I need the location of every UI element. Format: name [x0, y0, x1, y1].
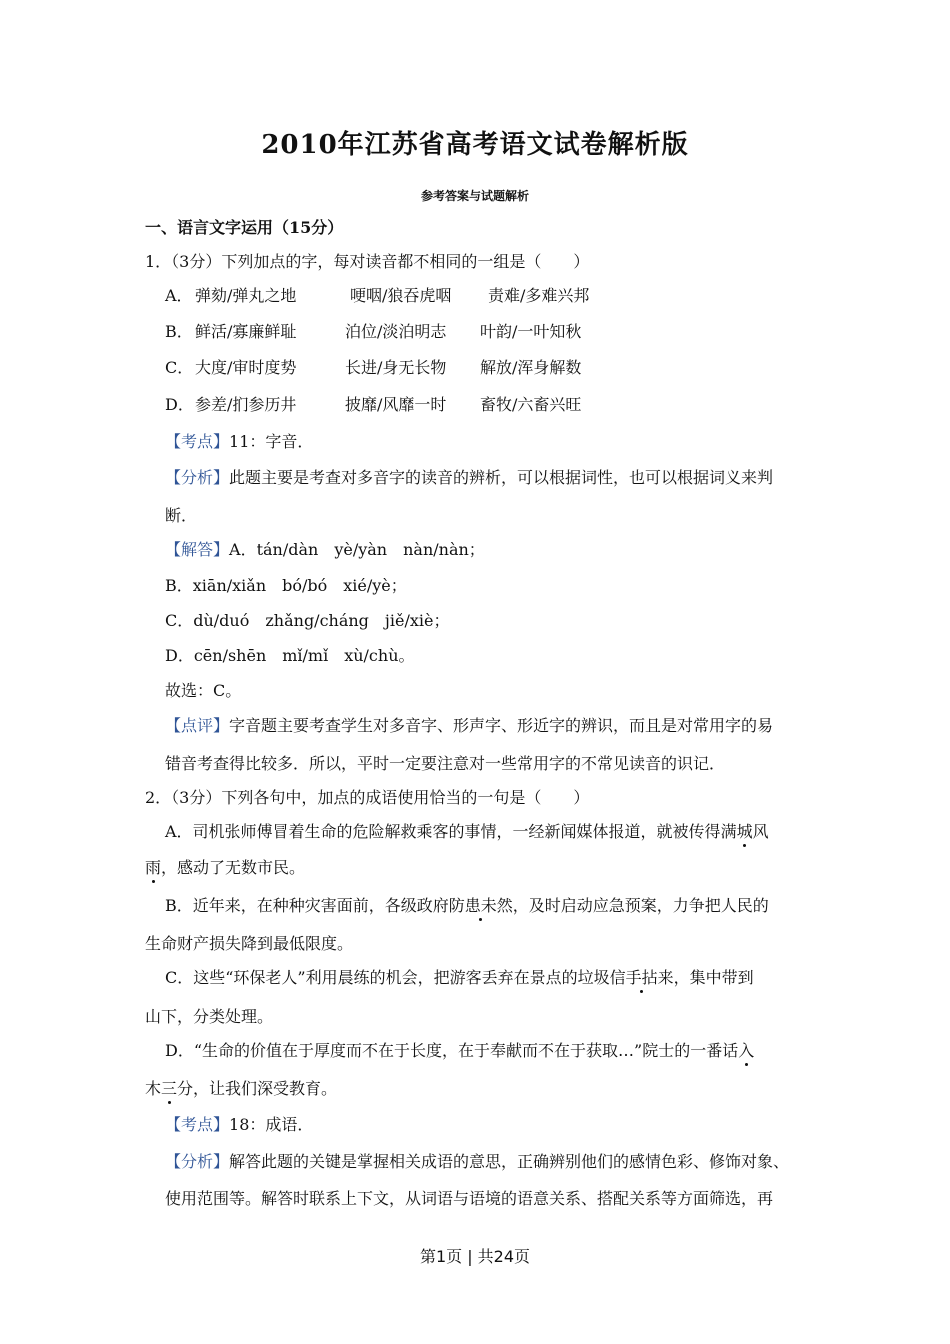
q2-option-d-cont	[145, 1079, 337, 1099]
q2-fenxi-cont: 使用范围等。解答时联系上下文，从词语与语境的语意关系、搭配关系等方面筛选，再	[165, 1189, 774, 1208]
option-text: D．“生命的价值在于厚度而不在于长度，在于奉献而不在于获取…”院士的一番话	[165, 1041, 739, 1060]
option-label: C．	[165, 358, 194, 377]
q2-option-b-cont: 生命财产损失降到最低限度。	[145, 934, 354, 953]
q2-option-d	[165, 1041, 754, 1061]
option-text: B．近年来，在种种灾害面前，各级政府	[165, 896, 449, 915]
q1-option-b	[165, 322, 805, 346]
dianping-tag: 【点评】	[165, 716, 230, 735]
option-col: 鲜活/寡廉鲜耻	[195, 322, 297, 341]
fenxi-tag: 【分析】	[165, 468, 230, 487]
option-text: ，集中带到	[673, 968, 754, 987]
q1-kaodian	[165, 432, 313, 452]
q2-option-a	[165, 822, 769, 842]
option-text: ，感动了无数市民。	[161, 858, 306, 877]
q1-option-d	[165, 395, 805, 419]
option-label: A．	[165, 286, 193, 305]
q2-fenxi	[165, 1152, 789, 1172]
document-title: 2010年江苏省高考语文试卷解析版	[261, 130, 689, 160]
option-col: 泊位/淡泊明志	[345, 322, 447, 341]
option-col: 长进/身无长物	[345, 358, 447, 377]
dianping-text: 字音题主要考查学生对多音字、形声字、形近字的辨识，而且是对常用字的易	[229, 716, 774, 735]
q1-option-c	[165, 358, 805, 382]
q1-answer: 故选：C。	[165, 681, 242, 700]
option-text: C．这些“环保老人”利用晨练的机会，把游客丢弃在景点的垃圾	[165, 968, 610, 987]
q2-option-a-cont	[145, 858, 305, 878]
kaodian-tag: 【考点】	[165, 432, 230, 451]
option-text: ，让我们深受教育。	[193, 1079, 338, 1098]
question-1-stem: 1．（3分）下列加点的字，每对读音都不相同的一组是（ ）	[145, 252, 590, 271]
q1-jieda-c: C．dù/duó zhǎng/cháng jiě/xiè；	[165, 611, 450, 630]
fenxi-text: 此题主要是考查对多音字的读音的辨析，可以根据词性，也可以根据词义来判	[229, 468, 774, 487]
q1-fenxi	[165, 468, 773, 488]
q2-option-c-cont: 山下，分类处理。	[145, 1007, 274, 1026]
option-col: 责难/多难兴邦	[488, 286, 590, 305]
kaodian-tag: 【考点】	[165, 1115, 230, 1134]
q1-jieda-d: D．cēn/shēn mǐ/mǐ xù/chù。	[165, 646, 415, 665]
dotted-idiom: 信手拈来	[609, 968, 674, 987]
q1-jieda-b: B．xiān/xiǎn bó/bó xié/yè；	[165, 576, 407, 595]
option-col: 畜牧/六畜兴旺	[480, 395, 582, 414]
q1-option-a	[165, 286, 805, 310]
dotted-idiom: 雨	[145, 858, 162, 877]
kaodian-text: 11：字音．	[229, 432, 314, 451]
q1-dianping	[165, 716, 773, 736]
option-col: 解放/浑身解数	[480, 358, 582, 377]
q2-option-b	[165, 896, 769, 916]
option-label: B．	[165, 322, 193, 341]
question-2-stem: 2．（3分）下列各句中，加点的成语使用恰当的一句是（ ）	[145, 788, 590, 807]
jieda-text: A．tán/dàn yè/yàn nàn/nàn；	[229, 540, 485, 559]
option-col: 披靡/风靡一时	[345, 395, 447, 414]
jieda-tag: 【解答】	[165, 540, 230, 559]
kaodian-text: 18：成语．	[229, 1115, 314, 1134]
dotted-idiom: 防患未然	[448, 896, 513, 915]
option-text: A．司机张师傅冒着生命的危险解救乘客的事情，一经新闻媒体报道，就被传得	[165, 822, 721, 841]
q2-kaodian	[165, 1115, 313, 1135]
option-col: 哽咽/狼吞虎咽	[350, 286, 452, 305]
option-col: 大度/审时度势	[195, 358, 297, 377]
q1-jieda	[165, 540, 485, 560]
dotted-idiom: 入	[738, 1041, 755, 1060]
option-col: 叶韵/一叶知秋	[480, 322, 582, 341]
q1-fenxi-cont: 断．	[165, 506, 198, 525]
page-footer: 第1页 | 共24页	[419, 1247, 531, 1266]
option-text: ，及时启动应急预案，力争把人民的	[512, 896, 769, 915]
option-label: D．	[165, 395, 194, 414]
section-heading: 一、语言文字运用（15分）	[145, 218, 344, 237]
dotted-idiom: 木三分	[145, 1079, 194, 1098]
option-col: 参差/扪参历井	[195, 395, 297, 414]
dotted-idiom: 满城风	[720, 822, 769, 841]
q1-dianping-cont: 错音考查得比较多．所以，平时一定要注意对一些常用字的不常见读音的识记．	[165, 754, 726, 773]
fenxi-text: 解答此题的关键是掌握相关成语的意思，正确辨别他们的感情色彩、修饰对象、	[229, 1152, 790, 1171]
document-subtitle: 参考答案与试题解析	[420, 189, 529, 203]
option-col: 弹劾/弹丸之地	[195, 286, 297, 305]
q2-option-c	[165, 968, 754, 988]
fenxi-tag: 【分析】	[165, 1152, 230, 1171]
